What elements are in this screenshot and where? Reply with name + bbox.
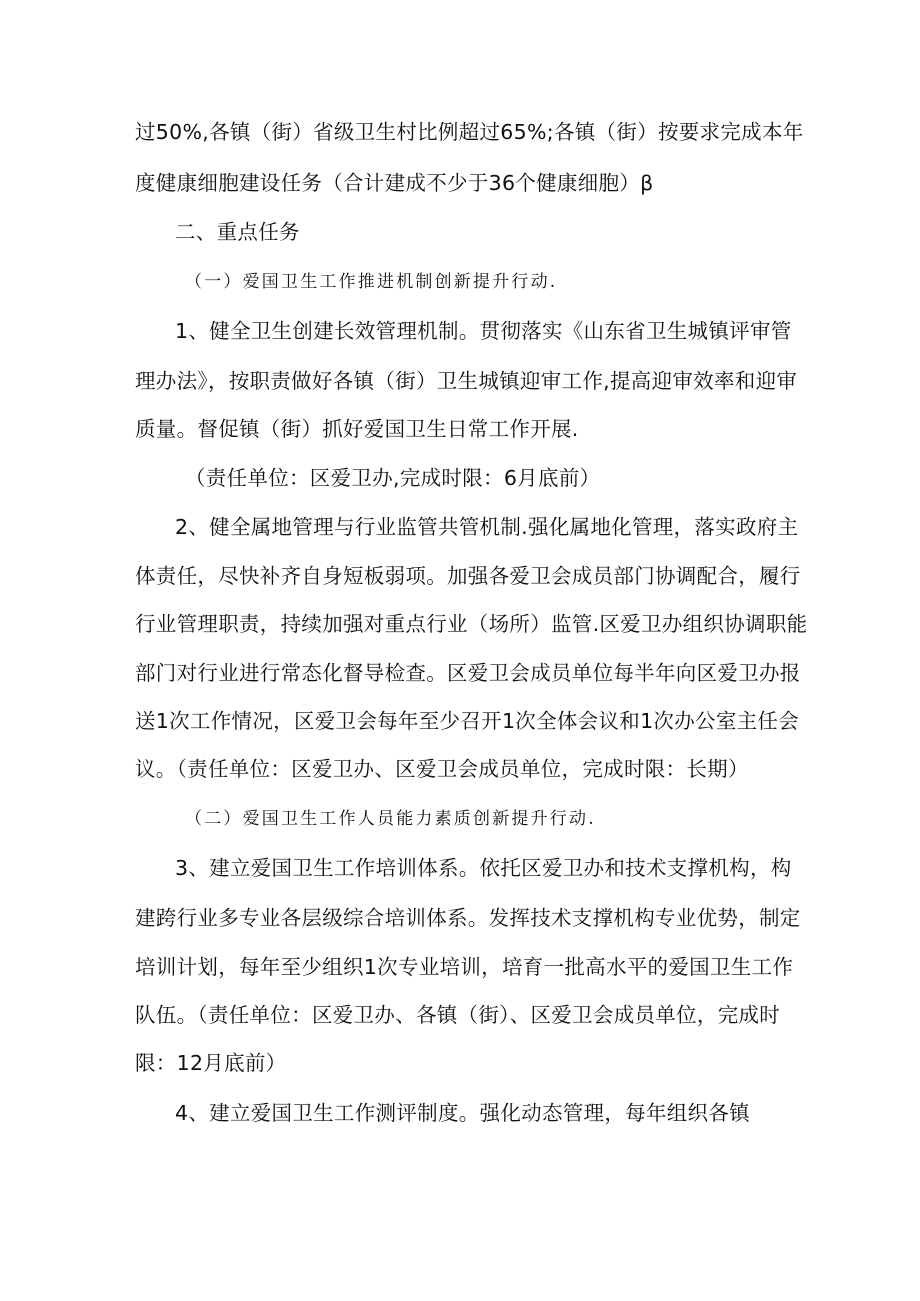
body-text-line: 议。（责任单位：区爱卫办、区爱卫会成员单位，完成时限：长期） [135, 757, 749, 781]
subsection-heading: （一）爱国卫生工作推进机制创新提升行动. [185, 272, 558, 292]
responsibility-note: （责任单位：区爱卫办,完成时限：6月底前） [185, 466, 601, 490]
subsection-heading: （二）爱国卫生工作人员能力素质创新提升行动. [185, 809, 596, 829]
body-text-line: 体责任，尽快补齐自身短板弱项。加强各爱卫会成员部门协调配合，履行 [135, 564, 801, 588]
body-text-line: 送1次工作情况，区爱卫会每年至少召开1次全体会议和1次办公室主任会 [135, 709, 800, 733]
body-text-line: 度健康细胞建设任务（合计建成不少于36个健康细胞）β [135, 171, 654, 195]
body-text-line: 理办法》，按职责做好各镇（街）卫生城镇迎审工作,提高迎审效率和迎审 [135, 369, 798, 393]
body-text-line: 1、健全卫生创建长效管理机制。贯彻落实《山东省卫生城镇评审管 [175, 319, 792, 343]
body-text-line: 限：12月底前） [135, 1051, 287, 1075]
body-text-line: 过50%,各镇（街）省级卫生村比例超过65%;各镇（街）按要求完成本年 [135, 120, 804, 144]
body-text-line: 行业管理职责，持续加强对重点行业（场所）监管.区爱卫办组织协调职能 [135, 612, 808, 636]
body-text-line: 部门对行业进行常态化督导检查。区爱卫会成员单位每半年向区爱卫办报 [135, 661, 801, 685]
body-text-line: 质量。督促镇（街）抓好爱国卫生日常工作开展. [135, 417, 579, 441]
body-text-line: 2、健全属地管理与行业监管共管机制.强化属地化管理，落实政府主 [175, 515, 799, 539]
body-text-line: 建跨行业多专业各层级综合培训体系。发挥技术支撑机构专业优势，制定 [135, 906, 801, 930]
body-text-line: 3、建立爱国卫生工作培训体系。依托区爱卫办和技术支撑机构，构 [175, 856, 792, 880]
body-text-line: 培训计划，每年至少组织1次专业培训，培育一批高水平的爱国卫生工作 [135, 955, 794, 979]
section-heading: 二、重点任务 [175, 220, 300, 244]
body-text-line: 4、建立爱国卫生工作测评制度。强化动态管理，每年组织各镇 [175, 1101, 750, 1125]
body-text-line: 队伍。（责任单位：区爱卫办、各镇（街）、区爱卫会成员单位，完成时 [135, 1003, 781, 1027]
